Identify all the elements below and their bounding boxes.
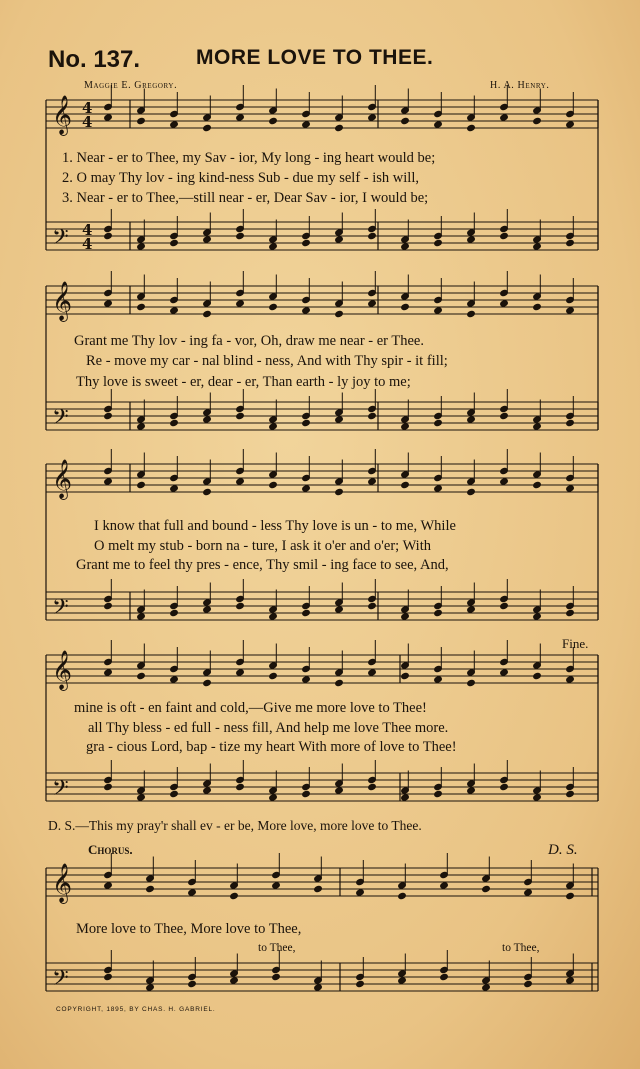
note-head [104,478,113,485]
note-head [401,613,410,620]
note-head [188,980,197,987]
note-head [203,310,212,317]
note-head [398,977,407,984]
note-head [335,606,344,613]
note-head [368,478,377,485]
note-head [269,303,278,310]
note-head [500,300,509,307]
treble-clef: 𝄞 [52,459,73,499]
time-signature: 4 [82,221,93,239]
note-head [269,613,278,620]
note-head [533,481,542,488]
note-head [434,239,443,246]
lyricist-credit: Maggie E. Gregory. [84,80,178,91]
note-head [401,117,410,124]
note-head [368,412,377,419]
note-head [434,307,443,314]
chorus-label: Chorus. [88,842,133,857]
note-head [482,984,491,991]
note-head [203,679,212,686]
chorus-lyric: More love to Thee, More love to Thee, [76,921,302,937]
bass-clef: 𝄢 [52,776,69,806]
note-head [401,794,410,801]
note-head [269,794,278,801]
note-head [533,613,542,620]
note-head [236,412,245,419]
lyric-line: 1. Near - er to Thee, my Sav - ior, My long - ing heart would be; [62,150,436,166]
note-head [302,239,311,246]
note-head [230,977,239,984]
note-head [335,236,344,243]
note-head [356,889,365,896]
treble-clef: 𝄞 [52,281,73,321]
treble-clef: 𝄞 [52,863,73,903]
note-head [302,609,311,616]
note-head [170,676,179,683]
treble-clef: 𝄞 [52,95,73,135]
note-head [500,783,509,790]
time-signature: 4 [82,99,93,117]
note-head [368,300,377,307]
note-head [236,783,245,790]
note-head [203,236,212,243]
note-head [467,606,476,613]
lyric-line: gra - cious Lord, bap - tize my heart With more of love to Thee! [86,739,457,755]
note-head [236,114,245,121]
ds-marking: D. S. [548,842,578,858]
bass-clef: 𝄢 [52,966,69,996]
note-head [269,672,278,679]
time-signature: 4 [82,235,93,253]
ds-lyric-line: D. S.—This my pray'r shall ev - er be, More love, more love to Thee. [48,818,422,833]
note-head [566,790,575,797]
note-head [137,117,146,124]
note-head [269,243,278,250]
bass-clef: 𝄢 [52,595,69,625]
note-head [524,889,533,896]
note-head [104,882,113,889]
note-head [335,310,344,317]
note-head [368,783,377,790]
note-head [467,679,476,686]
note-head [203,787,212,794]
lyric-line: mine is oft - en faint and cold,—Give me more love to Thee! [74,700,427,716]
note-head [401,243,410,250]
note-head [236,478,245,485]
note-head [104,300,113,307]
note-head [500,114,509,121]
note-head [533,303,542,310]
note-head [500,478,509,485]
note-head [104,973,113,980]
treble-clef: 𝄞 [52,650,73,690]
note-head [500,412,509,419]
bass-clef: 𝄢 [52,405,69,435]
note-head [302,121,311,128]
note-head [440,973,449,980]
hymn-number: No. 137. [48,46,141,73]
note-head [302,485,311,492]
note-head [533,672,542,679]
note-head [335,416,344,423]
note-head [203,606,212,613]
lyric-line: I know that full and bound - less Thy love is un - to me, While [94,518,456,534]
note-head [104,669,113,676]
note-head [203,124,212,131]
note-head [314,885,323,892]
note-head [137,303,146,310]
note-head [230,892,239,899]
note-head [314,984,323,991]
lyric-line: 3. Near - er to Thee,—still near - er, Dear Sav - ior, I would be; [62,190,429,206]
note-head [368,114,377,121]
note-head [533,794,542,801]
note-head [500,602,509,609]
note-head [533,423,542,430]
note-head [302,790,311,797]
note-head [335,124,344,131]
note-head [467,416,476,423]
note-head [467,310,476,317]
note-head [524,980,533,987]
note-head [236,232,245,239]
note-head [566,307,575,314]
lyric-line: O melt my stub - born na - ture, I ask it o'er and o'er; With [94,538,431,554]
note-head [533,243,542,250]
hymn-title: MORE LOVE TO THEE. [196,46,434,69]
fine-marking: Fine. [562,636,589,651]
note-head [137,243,146,250]
note-head [356,980,365,987]
note-head [104,232,113,239]
lyric-line: all Thy bless - ed full - ness fill, And help me love Thee more. [88,720,449,736]
note-head [236,300,245,307]
copyright-notice: COPYRIGHT, 1895, BY CHAS. H. GABRIEL. [56,1006,216,1013]
note-head [269,423,278,430]
note-head [170,121,179,128]
note-head [368,669,377,676]
chorus-echo: to Thee, [258,942,296,954]
lyric-line: Grant me Thy lov - ing fa - vor, Oh, draw me near - er Thee. [74,333,424,349]
clef-symbols [52,95,92,996]
note-head [269,481,278,488]
note-head [137,481,146,488]
note-head [398,892,407,899]
note-head [566,485,575,492]
note-head [269,117,278,124]
note-head [533,117,542,124]
note-head [440,882,449,889]
note-head [335,787,344,794]
note-head [434,419,443,426]
note-head [104,783,113,790]
note-head [302,676,311,683]
note-head [467,124,476,131]
note-head [401,481,410,488]
note-head [434,790,443,797]
time-signature: 4 [82,113,93,131]
note-head [203,488,212,495]
note-head [566,609,575,616]
note-head [188,889,197,896]
note-head [146,984,155,991]
note-head [467,787,476,794]
note-head [104,114,113,121]
note-head [566,121,575,128]
note-head [170,239,179,246]
note-head [104,412,113,419]
note-head [137,613,146,620]
note-head [302,307,311,314]
note-head [170,485,179,492]
note-head [170,419,179,426]
bass-clef: 𝄢 [52,225,69,255]
note-head [566,892,575,899]
note-head [368,602,377,609]
note-head [137,423,146,430]
note-head [434,676,443,683]
note-head [434,485,443,492]
note-head [137,672,146,679]
lyric-line: Re - move my car - nal blind - ness, And with Thy spir - it fill; [86,353,448,369]
note-head [500,232,509,239]
note-head [170,307,179,314]
note-head [467,236,476,243]
note-head [500,669,509,676]
note-head [146,885,155,892]
note-head [566,977,575,984]
note-head [467,488,476,495]
lyric-line: 2. O may Thy lov - ing kind-ness Sub - due my self - ish will, [62,170,419,186]
note-head [104,602,113,609]
lyric-line: Thy love is sweet - er, dear - er, Than earth - ly joy to me; [76,374,411,390]
note-head [566,239,575,246]
note-head [401,303,410,310]
note-head [272,882,281,889]
note-head [302,419,311,426]
composer-credit: H. A. Henry. [490,80,550,91]
note-head [335,679,344,686]
note-head [401,672,410,679]
note-head [482,885,491,892]
note-head [170,609,179,616]
note-head [566,419,575,426]
note-head [203,416,212,423]
note-head [335,488,344,495]
chorus-echo: to Thee, [502,942,540,954]
note-head [368,232,377,239]
note-head [566,676,575,683]
note-head [434,609,443,616]
note-head [236,602,245,609]
lyric-line: Grant me to feel thy pres - ence, Thy smil - ing face to see, And, [76,557,449,573]
note-head [272,973,281,980]
note-head [401,423,410,430]
note-head [137,794,146,801]
note-head [170,790,179,797]
note-head [236,669,245,676]
note-head [434,121,443,128]
